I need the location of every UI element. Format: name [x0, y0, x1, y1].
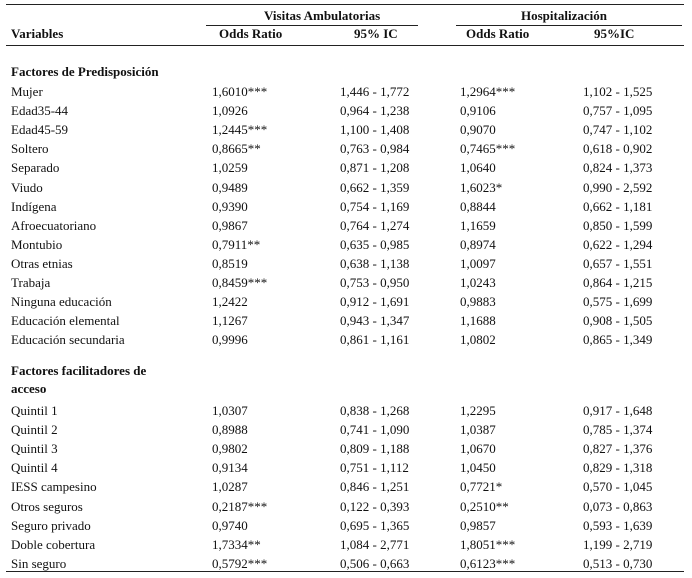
cell-odds-ratio-hospitalizacion: 0,6123***	[460, 555, 516, 571]
cell-variable: Soltero	[11, 141, 49, 157]
cell-ci-hospitalizacion: 0,593 - 1,639	[583, 517, 653, 533]
cell-odds-ratio-hospitalizacion: 0,9070	[460, 122, 496, 138]
cell-ci-visitas: 0,846 - 1,251	[340, 479, 410, 495]
cell-variable: Separado	[11, 160, 60, 176]
cell-odds-ratio-hospitalizacion: 1,2295	[460, 403, 496, 418]
cell-ci-hospitalizacion: 0,657 - 1,551	[583, 255, 653, 271]
cell-odds-ratio-hospitalizacion: 0,7721*	[460, 479, 503, 495]
table-row	[0, 516, 692, 535]
cell-ci-visitas: 0,753 - 0,950	[340, 275, 410, 290]
cell-ci-hospitalizacion: 0,908 - 1,505	[583, 313, 653, 329]
cell-ci-visitas: 0,764 - 1,274	[340, 217, 410, 233]
table-row	[0, 311, 692, 330]
cell-odds-ratio-visitas: 0,9740	[212, 517, 248, 533]
col-header-variables: Variables	[11, 26, 64, 41]
cell-variable: Viudo	[11, 179, 43, 195]
cell-odds-ratio-hospitalizacion: 1,0243	[460, 275, 496, 290]
cell-odds-ratio-hospitalizacion: 1,0387	[460, 422, 496, 438]
col-header-odds-ratio-2: Odds Ratio	[466, 26, 530, 41]
cell-ci-visitas: 1,446 - 1,772	[340, 84, 410, 99]
top-rule	[6, 4, 684, 5]
cell-variable: Quintil 1	[11, 403, 58, 418]
cell-odds-ratio-hospitalizacion: 1,0640	[460, 160, 496, 176]
cell-ci-hospitalizacion: 0,917 - 1,648	[583, 403, 653, 418]
cell-odds-ratio-hospitalizacion: 1,0670	[460, 441, 496, 457]
cell-variable: Educación elemental	[11, 313, 120, 329]
cell-variable: Montubio	[11, 236, 63, 252]
section-title: Factores facilitadores de	[11, 363, 147, 378]
cell-ci-hospitalizacion: 0,757 - 1,095	[583, 103, 653, 119]
cell-variable: Quintil 2	[11, 422, 58, 438]
table-row	[0, 458, 692, 477]
table-row	[0, 158, 692, 177]
cell-odds-ratio-hospitalizacion: 0,2510**	[460, 498, 509, 514]
table-row	[0, 235, 692, 254]
cell-variable: Sin seguro	[11, 555, 67, 571]
table-row	[0, 292, 692, 311]
table-row	[0, 420, 692, 439]
cell-odds-ratio-visitas: 0,2187***	[212, 498, 268, 514]
cell-ci-hospitalizacion: 1,199 - 2,719	[583, 536, 653, 552]
cell-odds-ratio-visitas: 0,9996	[212, 332, 248, 348]
table-row	[0, 497, 692, 516]
cell-ci-hospitalizacion: 0,865 - 1,349	[583, 332, 653, 348]
col-header-ci-1: 95% IC	[354, 26, 398, 41]
cell-variable: Mujer	[11, 84, 43, 99]
cell-ci-visitas: 0,638 - 1,138	[340, 255, 410, 271]
cell-ci-visitas: 0,122 - 0,393	[340, 498, 410, 514]
cell-odds-ratio-visitas: 1,0259	[212, 160, 248, 176]
cell-ci-visitas: 0,506 - 0,663	[340, 555, 410, 571]
cell-variable: Otros seguros	[11, 498, 83, 514]
cell-variable: Edad35-44	[11, 103, 69, 119]
cell-variable: Quintil 3	[11, 441, 58, 457]
cell-ci-visitas: 0,754 - 1,169	[340, 198, 410, 214]
cell-ci-hospitalizacion: 0,747 - 1,102	[583, 122, 653, 138]
cell-ci-visitas: 0,763 - 0,984	[340, 141, 410, 157]
cell-odds-ratio-visitas: 1,7334**	[212, 536, 261, 552]
table-row	[0, 101, 692, 120]
cell-ci-hospitalizacion: 0,513 - 0,730	[583, 555, 653, 571]
cell-odds-ratio-visitas: 0,9390	[212, 198, 248, 214]
cell-odds-ratio-hospitalizacion: 1,0802	[460, 332, 496, 348]
cell-ci-hospitalizacion: 0,785 - 1,374	[583, 422, 653, 438]
header-rule	[6, 45, 684, 46]
cell-ci-visitas: 1,100 - 1,408	[340, 122, 410, 138]
cell-ci-visitas: 0,943 - 1,347	[340, 313, 410, 329]
cell-ci-hospitalizacion: 0,618 - 0,902	[583, 141, 653, 157]
cell-ci-hospitalizacion: 0,824 - 1,373	[583, 160, 653, 176]
cell-ci-hospitalizacion: 0,829 - 1,318	[583, 460, 653, 476]
cell-odds-ratio-hospitalizacion: 0,7465***	[460, 141, 516, 157]
cell-odds-ratio-visitas: 0,5792***	[212, 555, 268, 571]
cell-variable: Afroecuatoriano	[11, 217, 97, 233]
cell-odds-ratio-visitas: 1,1267	[212, 313, 248, 329]
cell-odds-ratio-visitas: 0,8519	[212, 255, 248, 271]
cell-variable: Educación secundaria	[11, 332, 125, 348]
table-row	[0, 216, 692, 235]
section-title: Factores de Predisposición	[11, 64, 159, 79]
cell-ci-visitas: 0,809 - 1,188	[340, 441, 410, 457]
cell-odds-ratio-hospitalizacion: 1,1688	[460, 313, 496, 329]
cell-ci-hospitalizacion: 0,864 - 1,215	[583, 275, 653, 290]
cell-ci-hospitalizacion: 0,575 - 1,699	[583, 294, 653, 310]
cell-ci-visitas: 0,751 - 1,112	[340, 460, 409, 476]
cell-odds-ratio-visitas: 0,7911**	[212, 236, 261, 252]
cell-ci-hospitalizacion: 0,850 - 1,599	[583, 217, 653, 233]
cell-ci-hospitalizacion: 0,073 - 0,863	[583, 498, 653, 514]
cell-odds-ratio-visitas: 0,8459***	[212, 275, 268, 290]
cell-ci-hospitalizacion: 0,662 - 1,181	[583, 198, 653, 214]
table-row	[0, 330, 692, 349]
cell-odds-ratio-hospitalizacion: 1,6023*	[460, 179, 503, 195]
cell-odds-ratio-visitas: 0,9134	[212, 460, 248, 476]
cell-ci-visitas: 0,964 - 1,238	[340, 103, 410, 119]
cell-odds-ratio-visitas: 0,9802	[212, 441, 248, 457]
cell-odds-ratio-visitas: 0,8665**	[212, 141, 261, 157]
cell-ci-visitas: 1,084 - 2,771	[340, 536, 410, 552]
cell-odds-ratio-visitas: 0,8988	[212, 422, 248, 438]
table-row	[0, 120, 692, 139]
cell-ci-visitas: 0,741 - 1,090	[340, 422, 410, 438]
cell-ci-hospitalizacion: 0,570 - 1,045	[583, 479, 653, 495]
cell-odds-ratio-hospitalizacion: 0,8844	[460, 198, 496, 214]
cell-variable: Indígena	[11, 198, 57, 214]
cell-odds-ratio-visitas: 1,6010***	[212, 84, 268, 99]
cell-odds-ratio-hospitalizacion: 1,1659	[460, 217, 496, 233]
cell-ci-visitas: 0,635 - 0,985	[340, 236, 410, 252]
cell-odds-ratio-visitas: 1,0287	[212, 479, 248, 495]
table-row	[0, 535, 692, 554]
cell-ci-hospitalizacion: 1,102 - 1,525	[583, 84, 653, 99]
cell-odds-ratio-hospitalizacion: 0,9883	[460, 294, 496, 310]
cell-ci-visitas: 0,662 - 1,359	[340, 179, 410, 195]
table-row	[0, 139, 692, 158]
cell-odds-ratio-hospitalizacion: 0,8974	[460, 236, 496, 252]
cell-odds-ratio-hospitalizacion: 1,0450	[460, 460, 496, 476]
cell-odds-ratio-hospitalizacion: 0,9106	[460, 103, 496, 119]
table-row	[0, 401, 692, 420]
cell-odds-ratio-hospitalizacion: 1,2964***	[460, 84, 516, 99]
cell-variable: Doble cobertura	[11, 536, 96, 552]
cell-ci-hospitalizacion: 0,622 - 1,294	[583, 236, 653, 252]
cell-variable: Edad45-59	[11, 122, 69, 138]
cell-ci-visitas: 0,871 - 1,208	[340, 160, 410, 176]
cell-ci-hospitalizacion: 0,827 - 1,376	[583, 441, 653, 457]
table-row	[0, 178, 692, 197]
cell-ci-visitas: 0,838 - 1,268	[340, 403, 410, 418]
table-row	[0, 477, 692, 496]
cell-variable: Otras etnias	[11, 255, 73, 271]
bottom-rule	[6, 571, 684, 572]
cell-odds-ratio-visitas: 1,2422	[212, 294, 248, 310]
cell-variable: IESS campesino	[11, 479, 97, 495]
cell-odds-ratio-hospitalizacion: 1,0097	[460, 255, 496, 271]
cell-odds-ratio-visitas: 1,0307	[212, 403, 248, 418]
cell-odds-ratio-visitas: 0,9867	[212, 217, 248, 233]
group-header-hospitalizacion: Hospitalización	[521, 8, 607, 23]
section-title: acceso	[11, 381, 47, 396]
table-row	[0, 82, 692, 101]
cell-ci-visitas: 0,912 - 1,691	[340, 294, 410, 310]
cell-odds-ratio-visitas: 1,0926	[212, 103, 248, 119]
table-row	[0, 554, 692, 573]
cell-odds-ratio-hospitalizacion: 0,9857	[460, 517, 496, 533]
cell-odds-ratio-visitas: 1,2445***	[212, 122, 268, 138]
cell-ci-visitas: 0,695 - 1,365	[340, 517, 410, 533]
col-header-ci-2: 95%IC	[594, 26, 635, 41]
cell-ci-visitas: 0,861 - 1,161	[340, 332, 410, 348]
cell-odds-ratio-hospitalizacion: 1,8051***	[460, 536, 516, 552]
group-header-visitas: Visitas Ambulatorias	[264, 8, 381, 23]
cell-ci-hospitalizacion: 0,990 - 2,592	[583, 179, 653, 195]
table-row	[0, 273, 692, 292]
cell-variable: Trabaja	[11, 275, 51, 290]
table-row	[0, 197, 692, 216]
cell-odds-ratio-visitas: 0,9489	[212, 179, 248, 195]
cell-variable: Quintil 4	[11, 460, 58, 476]
table-row	[0, 439, 692, 458]
table-row	[0, 254, 692, 273]
col-header-odds-ratio-1: Odds Ratio	[219, 26, 283, 41]
cell-variable: Ninguna educación	[11, 294, 112, 310]
cell-variable: Seguro privado	[11, 517, 91, 533]
